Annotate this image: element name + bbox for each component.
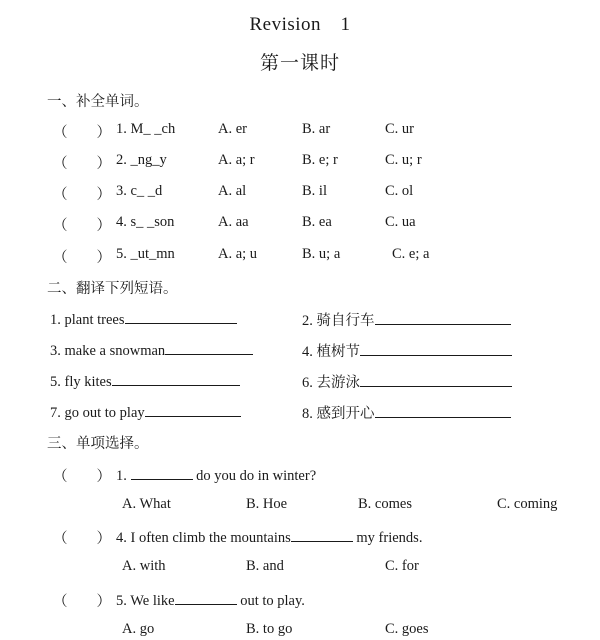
question-suffix: do you do in winter?	[196, 468, 317, 484]
phrase-cn: 6. 去游泳	[302, 375, 360, 391]
question-text: 5. _ut_mn	[116, 246, 175, 262]
answer-blank[interactable]	[175, 590, 237, 605]
question-suffix: my friends.	[356, 530, 423, 546]
question-text: 4. s_ _son	[116, 214, 175, 230]
question-prefix: 1.	[116, 468, 127, 484]
question-text: 3. c_ _d	[116, 183, 163, 199]
answer-paren[interactable]: （ ）	[53, 187, 111, 203]
phrase-cn: 4. 植树节	[302, 344, 360, 360]
phrase-en: 1. plant trees	[50, 312, 125, 328]
answer-blank[interactable]	[165, 340, 253, 355]
option-c: C. ol	[385, 183, 414, 199]
answer-blank[interactable]	[145, 402, 241, 417]
phrase-en: 3. make a snowman	[50, 343, 166, 359]
page-title: Revision 1	[249, 14, 351, 35]
option-c: B. comes	[358, 496, 412, 512]
option-b: B. e; r	[302, 152, 338, 168]
option-a: A. with	[122, 558, 166, 574]
answer-blank[interactable]	[375, 403, 511, 418]
option-b: B. to go	[246, 621, 293, 637]
question-suffix: out to play.	[240, 593, 305, 609]
option-b: B. il	[302, 183, 327, 199]
answer-blank[interactable]	[112, 371, 240, 386]
answer-paren[interactable]: （ ）	[53, 125, 111, 141]
option-d: C. coming	[497, 496, 558, 512]
option-a: A. a; u	[218, 246, 258, 262]
option-a: A. a; r	[218, 152, 255, 168]
answer-paren[interactable]: （ ）	[53, 594, 111, 610]
option-c: C. ur	[385, 121, 414, 137]
option-c: C. for	[385, 558, 419, 574]
answer-paren[interactable]: （ ）	[53, 469, 111, 485]
section3-heading: 三、单项选择。	[47, 436, 149, 452]
option-c: C. ua	[385, 214, 416, 230]
option-c: C. e; a	[392, 246, 430, 262]
lesson-subtitle: 第一课时	[259, 53, 340, 74]
option-a: A. What	[122, 496, 171, 512]
option-a: A. al	[218, 183, 247, 199]
option-b: B. and	[246, 558, 284, 574]
question-prefix: 4. I often climb the mountains	[116, 530, 291, 546]
answer-paren[interactable]: （ ）	[53, 156, 111, 172]
option-b: B. ar	[302, 121, 331, 137]
option-a: A. aa	[218, 214, 249, 230]
answer-blank[interactable]	[360, 341, 512, 356]
question-text: 2. _ng_y	[116, 152, 167, 168]
option-b: B. u; a	[302, 246, 341, 262]
option-a: A. go	[122, 621, 155, 637]
phrase-en: 7. go out to play	[50, 405, 145, 421]
answer-paren[interactable]: （ ）	[53, 250, 111, 266]
answer-paren[interactable]: （ ）	[53, 531, 111, 547]
answer-paren[interactable]: （ ）	[53, 218, 111, 234]
phrase-en: 5. fly kites	[50, 374, 112, 390]
option-b: B. ea	[302, 214, 332, 230]
option-c: C. u; r	[385, 152, 422, 168]
option-c: C. goes	[385, 621, 429, 637]
answer-blank[interactable]	[360, 372, 512, 387]
answer-blank[interactable]	[375, 310, 511, 325]
answer-blank[interactable]	[131, 465, 193, 480]
question-text: 1. M_ _ch	[116, 121, 176, 137]
section2-heading: 二、翻译下列短语。	[47, 281, 178, 297]
answer-blank[interactable]	[125, 309, 237, 324]
answer-blank[interactable]	[291, 527, 353, 542]
option-b: B. Hoe	[246, 496, 288, 512]
phrase-cn: 8. 感到开心	[302, 406, 375, 422]
question-prefix: 5. We like	[116, 593, 175, 609]
section1-heading: 一、补全单词。	[47, 94, 149, 110]
option-a: A. er	[218, 121, 247, 137]
phrase-cn: 2. 骑自行车	[302, 313, 375, 329]
